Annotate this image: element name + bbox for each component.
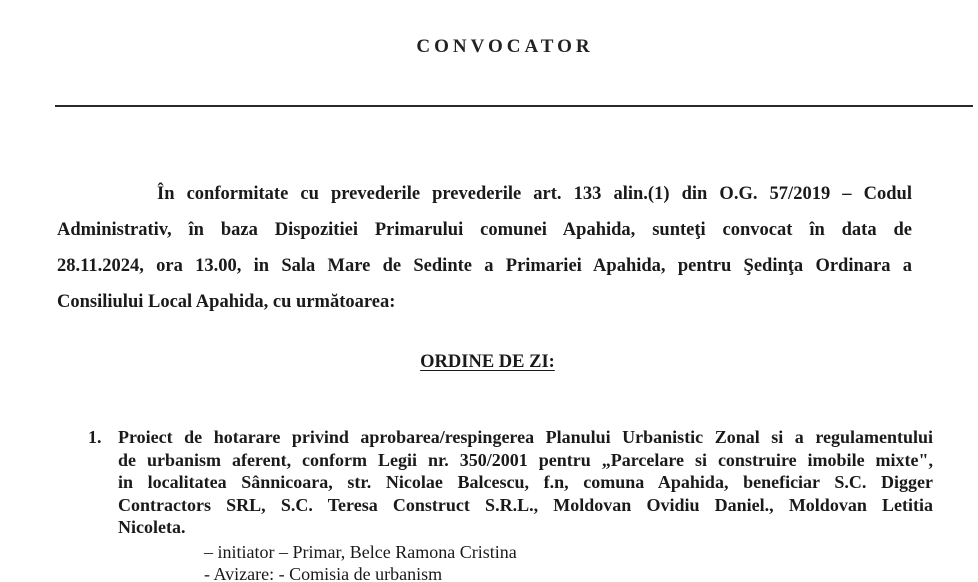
agenda-item-line-2: de urbanism aferent, conform Legii nr. 350/2001 pentru „Parcelare si construire imobile mixte", <box>118 449 933 470</box>
intro-line-2: Administrativ, în baza Dispozitiei Primarului comunei Apahida, sunteţi convocat în data de <box>57 220 912 240</box>
document-title: CONVOCATOR <box>416 36 594 57</box>
agenda-item-details <box>118 541 933 582</box>
header-divider <box>55 105 973 107</box>
intro-line-4: Consiliului Local Apahida, cu următoarea: <box>57 292 396 312</box>
intro-line-3: 28.11.2024, ora 13.00, in Sala Mare de Sedinte a Primariei Apahida, pentru Şedinţa Ordinara a <box>57 256 912 276</box>
agenda-item-line-1: Proiect de hotarare privind aprobarea/respingerea Planului Urbanistic Zonal si a regulamentului <box>118 427 933 447</box>
agenda-list <box>88 426 933 582</box>
agenda-item-initiator: – initiator – Primar, Belce Ramona Cristina <box>204 541 517 562</box>
agenda-item-line-5: Nicoleta. <box>118 517 186 537</box>
agenda-item-line-4: Contractors SRL, S.C. Teresa Construct S.R.L., Moldovan Ovidiu Daniel., Moldovan Letitia <box>118 494 933 515</box>
agenda-item-number: 1. <box>88 427 102 447</box>
agenda-item-approval: - Avizare: - Comisia de urbanism <box>204 563 443 582</box>
intro-line-1 <box>57 176 912 212</box>
agenda-heading: ORDINE DE ZI: <box>420 352 555 372</box>
intro-line-1-text: În conformitate cu prevederile prevederile art. 133 alin.(1) din O.G. 57/2019 – Codul <box>157 184 912 204</box>
agenda-item-text <box>118 426 933 539</box>
intro-paragraph <box>57 176 912 320</box>
agenda-item <box>88 426 933 582</box>
agenda-item-line-3: in localitatea Sânnicoara, str. Nicolae Balcescu, f.n, comuna Apahida, beneficiar S.C. Digger <box>118 472 933 492</box>
